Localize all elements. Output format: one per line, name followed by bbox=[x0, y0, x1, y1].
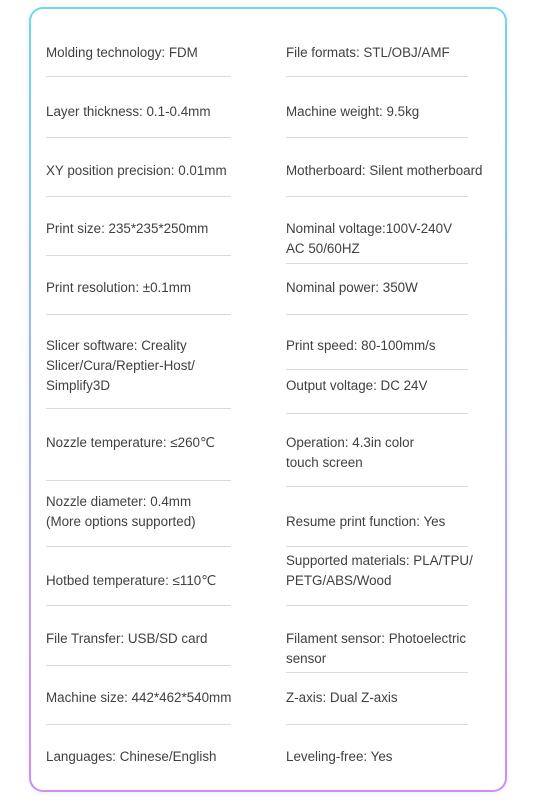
spec-text-line: Slicer/Cura/Reptier-Host/ bbox=[46, 358, 195, 373]
divider bbox=[286, 605, 468, 606]
spec-xy-precision bbox=[46, 161, 227, 181]
spec-text-line: touch screen bbox=[286, 455, 363, 470]
spec-text-line: Operation: 4.3in color bbox=[286, 435, 415, 450]
divider bbox=[46, 76, 231, 77]
spec-text-line: Resume print function: Yes bbox=[286, 514, 446, 529]
spec-nozzle-diameter bbox=[46, 492, 196, 532]
spec-text-line: Slicer software: Creality bbox=[46, 338, 187, 353]
spec-slicer-software bbox=[46, 336, 195, 396]
spec-machine-weight bbox=[286, 102, 419, 122]
spec-text-line: Filament sensor: Photoelectric bbox=[286, 631, 467, 646]
divider bbox=[286, 546, 468, 547]
spec-text-line: Simplify3D bbox=[46, 378, 110, 393]
divider bbox=[286, 137, 468, 138]
divider bbox=[46, 196, 231, 197]
spec-hotbed-temperature bbox=[46, 571, 216, 591]
spec-text-line: Machine size: 442*462*540mm bbox=[46, 690, 232, 705]
spec-text-line: Print size: 235*235*250mm bbox=[46, 221, 209, 236]
spec-text-line: XY position precision: 0.01mm bbox=[46, 163, 227, 178]
spec-print-speed bbox=[286, 336, 436, 356]
spec-nozzle-temperature bbox=[46, 433, 215, 453]
spec-text-line: Z-axis: Dual Z-axis bbox=[286, 690, 398, 705]
spec-text-line: Nominal power: 350W bbox=[286, 280, 418, 295]
spec-leveling-free bbox=[286, 747, 392, 767]
divider bbox=[46, 255, 231, 256]
divider bbox=[286, 76, 468, 77]
divider bbox=[46, 314, 231, 315]
spec-nominal-voltage bbox=[286, 219, 452, 259]
divider bbox=[46, 724, 231, 725]
spec-text-line: Machine weight: 9.5kg bbox=[286, 104, 420, 119]
spec-text-line: Nominal voltage:100V-240V bbox=[286, 221, 453, 236]
spec-text-line: File Transfer: USB/SD card bbox=[46, 631, 208, 646]
spec-output-voltage bbox=[286, 376, 427, 396]
spec-card-body bbox=[31, 9, 505, 790]
spec-machine-size bbox=[46, 688, 231, 708]
spec-text-line: Layer thickness: 0.1-0.4mm bbox=[46, 104, 211, 119]
divider bbox=[46, 605, 231, 606]
spec-operation bbox=[286, 433, 414, 473]
spec-file-transfer bbox=[46, 629, 207, 649]
divider bbox=[286, 486, 468, 487]
spec-supported-materials bbox=[286, 551, 473, 591]
divider bbox=[286, 724, 468, 725]
spec-text-line: Supported materials: PLA/TPU/ bbox=[286, 553, 473, 568]
spec-print-resolution bbox=[46, 278, 191, 298]
spec-text-line: PETG/ABS/Wood bbox=[286, 573, 392, 588]
divider bbox=[286, 672, 468, 673]
spec-text-line: File formats: STL/OBJ/AMF bbox=[286, 45, 450, 60]
divider bbox=[286, 196, 468, 197]
spec-text-line: Nozzle temperature: ≤260℃ bbox=[46, 435, 216, 450]
divider bbox=[286, 413, 468, 414]
divider bbox=[286, 314, 468, 315]
spec-file-formats bbox=[286, 43, 450, 63]
spec-text-line: Print resolution: ±0.1mm bbox=[46, 280, 192, 295]
spec-text-line: Print speed: 80-100mm/s bbox=[286, 338, 436, 353]
spec-text-line: Hotbed temperature: ≤110℃ bbox=[46, 573, 217, 588]
spec-card bbox=[29, 7, 507, 792]
spec-z-axis bbox=[286, 688, 398, 708]
spec-text-line: sensor bbox=[286, 651, 327, 666]
spec-text-line: Nozzle diameter: 0.4mm bbox=[46, 494, 192, 509]
spec-layer-thickness bbox=[46, 102, 210, 122]
spec-resume-print bbox=[286, 512, 445, 532]
spec-text-line: Motherboard: Silent motherboard bbox=[286, 163, 483, 178]
spec-text-line: Output voltage: DC 24V bbox=[286, 378, 428, 393]
spec-text-line: Molding technology: FDM bbox=[46, 45, 198, 60]
divider bbox=[46, 408, 231, 409]
spec-text-line: AC 50/60HZ bbox=[286, 241, 360, 256]
divider bbox=[286, 369, 468, 370]
spec-nominal-power bbox=[286, 278, 418, 298]
divider bbox=[286, 263, 468, 264]
spec-print-size bbox=[46, 219, 208, 239]
spec-filament-sensor bbox=[286, 629, 466, 669]
spec-text-line: (More options supported) bbox=[46, 514, 196, 529]
divider bbox=[46, 546, 231, 547]
divider bbox=[46, 137, 231, 138]
spec-text-line: Languages: Chinese/English bbox=[46, 749, 217, 764]
spec-languages bbox=[46, 747, 216, 767]
spec-text-line: Leveling-free: Yes bbox=[286, 749, 393, 764]
spec-motherboard bbox=[286, 161, 483, 181]
divider bbox=[46, 665, 231, 666]
divider bbox=[46, 480, 231, 481]
spec-molding-technology bbox=[46, 43, 198, 63]
